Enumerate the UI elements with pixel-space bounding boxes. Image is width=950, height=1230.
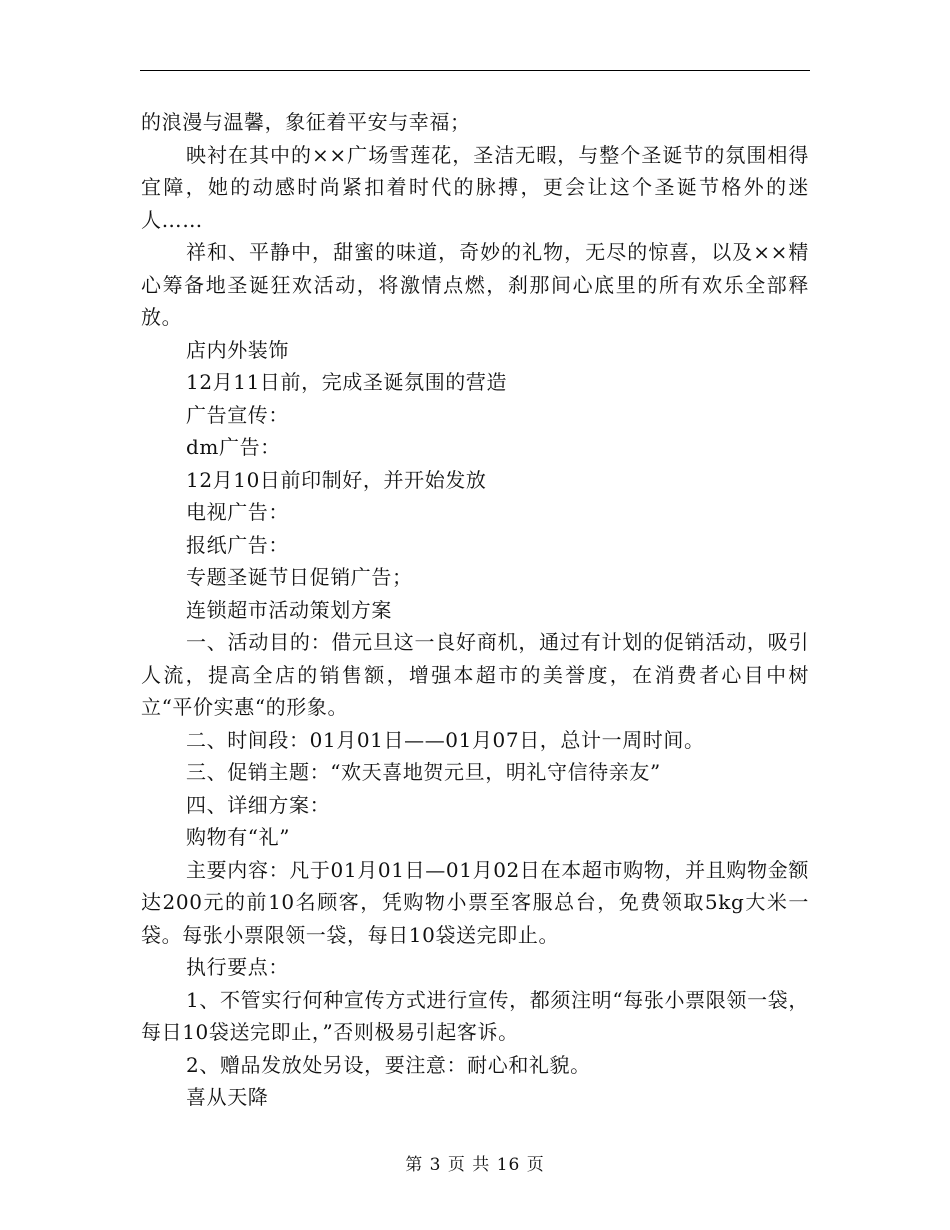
paragraph: 一、活动目的：借元旦这一良好商机，通过有计划的促销活动，吸引人流，提高全店的销售额，增强本超市的美誉度，在消费者心目中树立“平价实惠“的形象。 bbox=[141, 630, 809, 719]
paragraph: 喜从天降 bbox=[186, 1085, 269, 1109]
paragraph: 的浪漫与温馨，象征着平安与幸福； bbox=[141, 110, 471, 134]
paragraph: 映衬在其中的××广场雪莲花，圣洁无暇，与整个圣诞节的氛围相得宜障，她的动感时尚紧扣着时代的脉搏，更会让这个圣诞节格外的迷人…… bbox=[141, 142, 809, 232]
paragraph: 二、时间段：01月01日——01月07日，总计一周时间。 bbox=[186, 727, 705, 752]
page-footer: 第 3 页 共 16 页 bbox=[405, 1155, 545, 1175]
paragraph: 12月11日前，完成圣诞氛围的营造 bbox=[186, 370, 508, 394]
paragraph: 连锁超市活动策划方案 bbox=[186, 597, 392, 622]
paragraph: 三、促销主题：“欢天喜地贺元旦，明礼守信待亲友” bbox=[186, 760, 661, 784]
paragraph: dm广告： bbox=[186, 435, 281, 459]
paragraph: 祥和、平静中，甜蜜的味道，奇妙的礼物，无尽的惊喜，以及××精心筹备地圣诞狂欢活动，将激情点燃，刹那间心底里的所有欢乐全部释放。 bbox=[141, 240, 809, 329]
paragraph: 执行要点： bbox=[186, 955, 289, 979]
paragraph: 广告宣传： bbox=[186, 402, 289, 427]
paragraph: 店内外装饰 bbox=[186, 337, 289, 362]
paragraph: 2、赠品发放处另设，要注意：耐心和礼貌。 bbox=[186, 1052, 591, 1077]
paragraph: 12月10日前印制好，并开始发放 bbox=[186, 467, 487, 492]
paragraph: 电视广告： bbox=[186, 500, 289, 524]
header-rule bbox=[140, 70, 810, 71]
document-body bbox=[141, 106, 809, 1114]
paragraph: 四、详细方案： bbox=[186, 792, 331, 817]
paragraph: 1、不管实行何种宣传方式进行宣传，都须注明“每张小票限领一袋，每日10袋送完即止，”否则极易引起客诉。 bbox=[141, 987, 809, 1044]
paragraph: 报纸广告： bbox=[186, 532, 289, 557]
paragraph: 专题圣诞节日促销广告； bbox=[186, 565, 413, 589]
paragraph: 主要内容：凡于01月01日—01月02日在本超市购物，并且购物金额达200元的前10名顾客，凭购物小票至客服总台，免费领取5kg大米一袋。每张小票限领一袋，每日10袋送完即止。 bbox=[141, 857, 809, 947]
paragraph: 购物有“礼” bbox=[186, 825, 291, 849]
